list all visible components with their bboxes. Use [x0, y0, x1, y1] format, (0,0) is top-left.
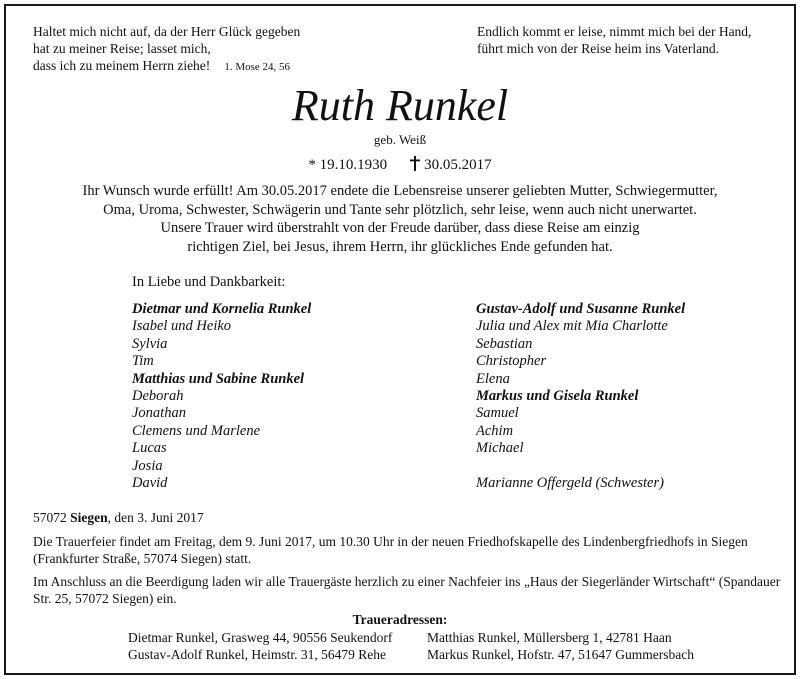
mourning-address: Markus Runkel, Hofstr. 47, 51647 Gummersbach — [427, 647, 694, 662]
mourner-name: Josia — [132, 457, 163, 474]
mourner-name — [476, 458, 685, 475]
mourner-name: Elena — [476, 370, 510, 387]
message-line: Unsere Trauer wird überstrahlt von der Freude darüber, dass diese Reise am einzig — [160, 220, 640, 236]
obituary-message — [0, 182, 800, 256]
funeral-service-notice: Die Trauerfeier findet am Freitag, dem 9. Juni 2017, um 10.30 Uhr in der neuen Friedhofskapelle des Lindenbergfriedhofs in Siegen (Frankfurter Straße, 57074 Siegen) statt. — [33, 534, 748, 566]
mourner-name: Clemens und Marlene — [132, 422, 261, 439]
mourner-family-head: Gustav-Adolf und Susanne Runkel — [476, 301, 686, 317]
mourner-name: Sebastian — [476, 335, 533, 352]
mourning-address: Dietmar Runkel, Grasweg 44, 90556 Seukendorf — [128, 630, 393, 645]
deceased-name: Ruth Runkel — [291, 81, 509, 130]
bible-quote-line: hat zu meiner Reise; lasset mich, — [33, 41, 211, 56]
mourner-name: Christopher — [476, 353, 547, 370]
life-dates — [0, 156, 800, 174]
death-date: 30.05.2017 — [424, 157, 492, 173]
mourner-name: Deborah — [132, 388, 184, 405]
birth-date: * 19.10.1930 — [308, 157, 388, 173]
bible-reference: 1. Mose 24, 56 — [224, 61, 291, 73]
mourner-family-head: Dietmar und Kornelia Runkel — [132, 301, 312, 317]
poem-quote — [477, 23, 797, 57]
message-line: richtigen Ziel, bei Jesus, ihrem Herrn, ihr glückliches Ende gefunden hat. — [187, 238, 613, 255]
reception-notice: Im Anschluss an die Beerdigung laden wir alle Trauergäste herzlich zu einer Nachfeier ins „Haus der Siegerländer Wirtschaft“ (Spandauer Str. 25, 57072 Siegen) ein. — [33, 574, 781, 606]
maiden-name: geb. Weiß — [373, 132, 427, 147]
love-and-gratitude-line: In Liebe und Dankbarkeit: — [132, 274, 286, 290]
mourner-name: Tim — [132, 353, 154, 370]
city-name: Siegen — [70, 510, 108, 525]
mourners-right-column — [476, 301, 685, 492]
mourner-name: Julia und Alex mit Mia Charlotte — [476, 318, 668, 335]
mourner-name: Marianne Offergeld (Schwester) — [476, 475, 664, 492]
mourner-name: Michael — [476, 440, 524, 457]
poem-quote-line: Endlich kommt er leise, nimmt mich bei der Hand, — [477, 24, 752, 39]
message-line: Oma, Uroma, Schwester, Schwägerin und Tante sehr plötzlich, sehr leise, wenn auch nicht unerwartet. — [103, 201, 697, 218]
mourner-name: David — [132, 475, 168, 492]
mourning-address: Gustav-Adolf Runkel, Heimstr. 31, 56479 Rehe — [128, 647, 386, 662]
mourner-name: Achim — [476, 422, 514, 439]
poem-quote-line: führt mich von der Reise heim ins Vaterland. — [477, 41, 719, 56]
bible-quote-line: Haltet mich nicht auf, da der Herr Glück gegeben — [33, 24, 301, 39]
mourner-name: Jonathan — [132, 405, 186, 422]
latin-cross-icon — [409, 156, 421, 171]
message-line: Ihr Wunsch wurde erfüllt! Am 30.05.2017 endete die Lebensreise unserer geliebten Mutter, Schwiegermutter, — [82, 183, 718, 199]
mourner-name: Sylvia — [132, 335, 168, 352]
addresses-title: Traueradressen: — [352, 612, 448, 627]
mourner-name: Isabel und Heiko — [132, 318, 232, 335]
place-and-date: 57072 Siegen, den 3. Juni 2017 — [33, 510, 204, 525]
mourning-address: Matthias Runkel, Müllersberg 1, 42781 Haan — [427, 630, 672, 645]
mourners-left-column — [132, 301, 311, 492]
mourner-family-head: Markus und Gisela Runkel — [476, 388, 639, 405]
mourner-name: Lucas — [132, 440, 167, 457]
mourner-name: Samuel — [476, 405, 519, 422]
bible-quote-line: dass ich zu meinem Herrn ziehe! 1. Mose 24, 56 — [33, 58, 291, 73]
bible-quote — [33, 23, 333, 76]
mourner-family-head: Matthias und Sabine Runkel — [132, 370, 305, 387]
